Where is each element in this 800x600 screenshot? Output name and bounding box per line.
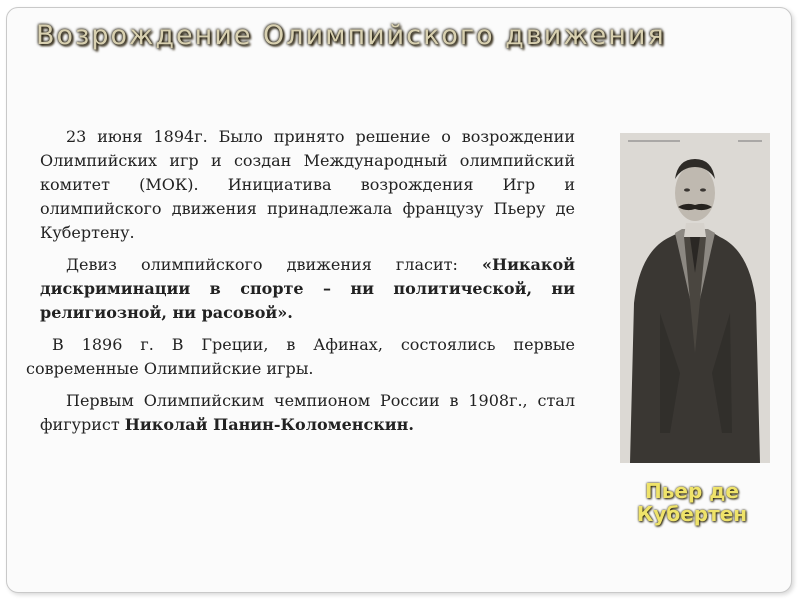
coubertin-portrait-photo [620, 133, 770, 463]
motto-text: «Никакой дискриминации в спорте – ни политической, ни религиозной, ни расовой». [40, 255, 575, 322]
caption-line-1: Пьер де [645, 479, 739, 503]
champion-intro: Первым Олимпийским чемпионом России в 1908г., стал фигурист [40, 391, 575, 434]
paragraph-athens: В 1896 г. В Греции, в Афинах, состоялись первые современные Олимпийские игры. [26, 335, 575, 378]
caption-line-2: Кубертен [636, 502, 748, 526]
body-text [26, 125, 575, 445]
champion-name: Николай Панин-Коломенскин. [124, 415, 414, 434]
paragraph-founding: 23 июня 1894г. Было принято решение о возрождении Олимпийских игр и создан Международный олимпийский комитет (МОК). Инициатива возрождения Игр и олимпийского движения принадлежала французу Пьеру де Кубертену. [40, 127, 575, 242]
motto-intro: Девиз олимпийского движения гласит: [66, 255, 482, 274]
portrait-caption [612, 480, 772, 526]
paragraph-champion [40, 389, 575, 437]
slide-title: Возрождение Олимпийского движения [36, 20, 666, 51]
paragraph-motto [40, 253, 575, 325]
